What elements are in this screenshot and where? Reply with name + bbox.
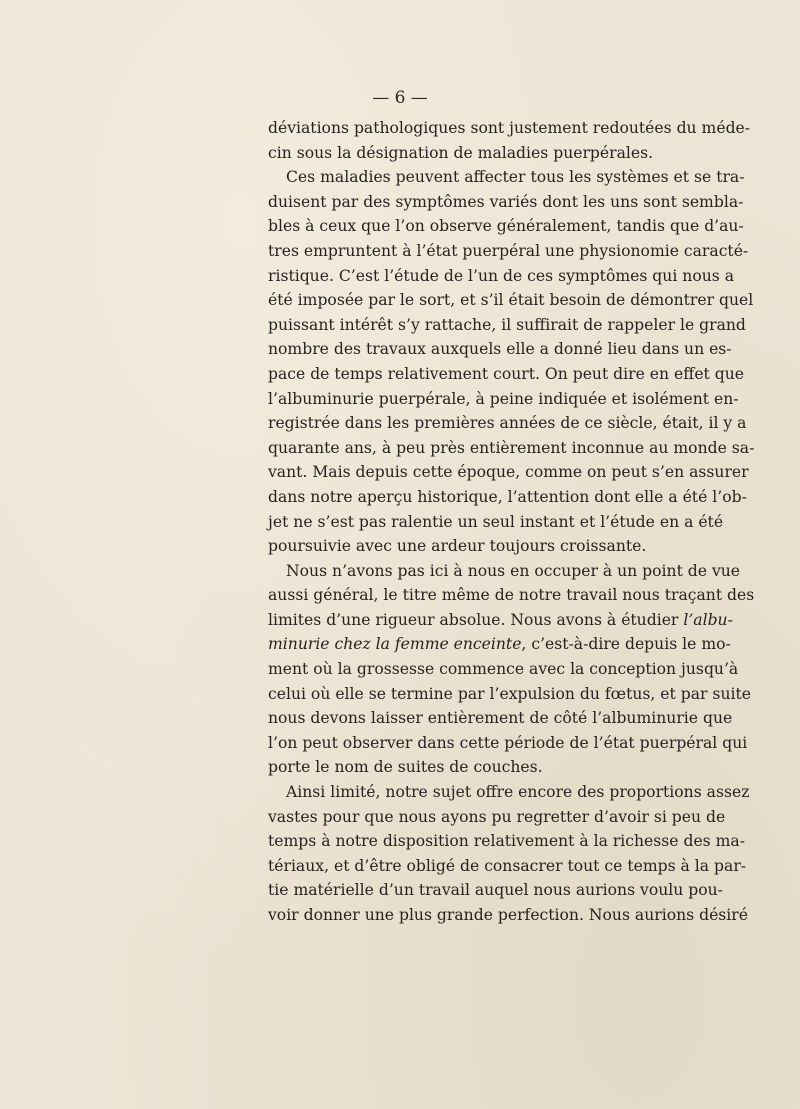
text-line: vant. Mais depuis cette époque, comme on peut s’en assurer xyxy=(268,463,749,482)
text-line: Ainsi limité, notre sujet offre encore des proportions assez xyxy=(286,783,750,802)
text-line: dans notre aperçu historique, l’attention dont elle a été l’ob- xyxy=(268,487,747,506)
italic-text: l’albu- xyxy=(683,610,733,629)
text-line: puissant intérêt s’y rattache, il suffirait de rappeler le grand xyxy=(268,315,746,334)
text-line: celui où elle se termine par l’expulsion du fœtus, et par suite xyxy=(268,684,751,703)
paragraph xyxy=(268,165,755,559)
text-line: vastes pour que nous ayons pu regretter d’avoir si peu de xyxy=(268,807,726,826)
text-line: ment où la grossesse commence avec la conception jusqu’à xyxy=(268,660,739,679)
text-line: l’albuminurie puerpérale, à peine indiquée et isolément en- xyxy=(268,389,739,408)
text-line: temps à notre disposition relativement à la richesse des ma- xyxy=(268,832,745,851)
paragraph xyxy=(268,116,751,165)
text-line: Ces maladies peuvent affecter tous les systèmes et se tra- xyxy=(286,168,745,187)
text-line: duisent par des symptômes variés dont les uns sont sembla- xyxy=(268,192,744,211)
text-line: bles à ceux que l’on observe généralement, tandis que d’au- xyxy=(268,217,744,236)
text-line: tériaux, et d’être obligé de consacrer tout ce temps à la par- xyxy=(268,856,747,875)
text-line: voir donner une plus grande perfection. Nous aurions désiré xyxy=(268,906,748,924)
page-number: — 6 — xyxy=(372,88,428,108)
body-text xyxy=(268,116,755,928)
text-line: aussi général, le titre même de notre travail nous traçant des xyxy=(268,586,755,605)
text-line: Nous n’avons pas ici à nous en occuper à un point de vue xyxy=(286,561,741,580)
text-line: minurie chez la femme enceinte, c’est-à-dire depuis le mo- xyxy=(268,635,731,654)
text-line: tie matérielle d’un travail auquel nous aurions voulu pou- xyxy=(268,881,723,900)
text-line: poursuivie avec une ardeur toujours croissante. xyxy=(268,537,647,556)
text-line: pace de temps relativement court. On peut dire en effet que xyxy=(268,364,745,383)
text-line: registrée dans les premières années de ce siècle, était, il y a xyxy=(268,414,747,433)
paragraph xyxy=(268,780,750,928)
text-line: cin sous la désignation de maladies puerpérales. xyxy=(268,143,654,162)
text-line: déviations pathologiques sont justement redoutées du méde- xyxy=(268,119,751,137)
text-line: ristique. C’est l’étude de l’un de ces symptômes qui nous a xyxy=(268,266,735,285)
text-line: limites d’une rigueur absolue. Nous avons à étudier l’albu- xyxy=(268,610,733,629)
italic-text: minurie chez la femme enceinte xyxy=(268,635,522,654)
text-line: l’on peut observer dans cette période de l’état puerpéral qui xyxy=(268,733,748,752)
text-line: nous devons laisser entièrement de côté l’albuminurie que xyxy=(268,709,733,728)
paragraph xyxy=(268,559,755,780)
text-line: porte le nom de suites de couches. xyxy=(268,758,543,777)
text-line: été imposée par le sort, et s’il était besoin de démontrer quel xyxy=(268,291,754,310)
text-line: nombre des travaux auxquels elle a donné lieu dans un es- xyxy=(268,340,732,359)
text-line: tres empruntent à l’état puerpéral une physionomie caracté- xyxy=(268,241,749,260)
text-line: quarante ans, à peu près entièrement inconnue au monde sa- xyxy=(268,438,755,457)
text-line: jet ne s’est pas ralentie un seul instant et l’étude en a été xyxy=(268,512,724,531)
